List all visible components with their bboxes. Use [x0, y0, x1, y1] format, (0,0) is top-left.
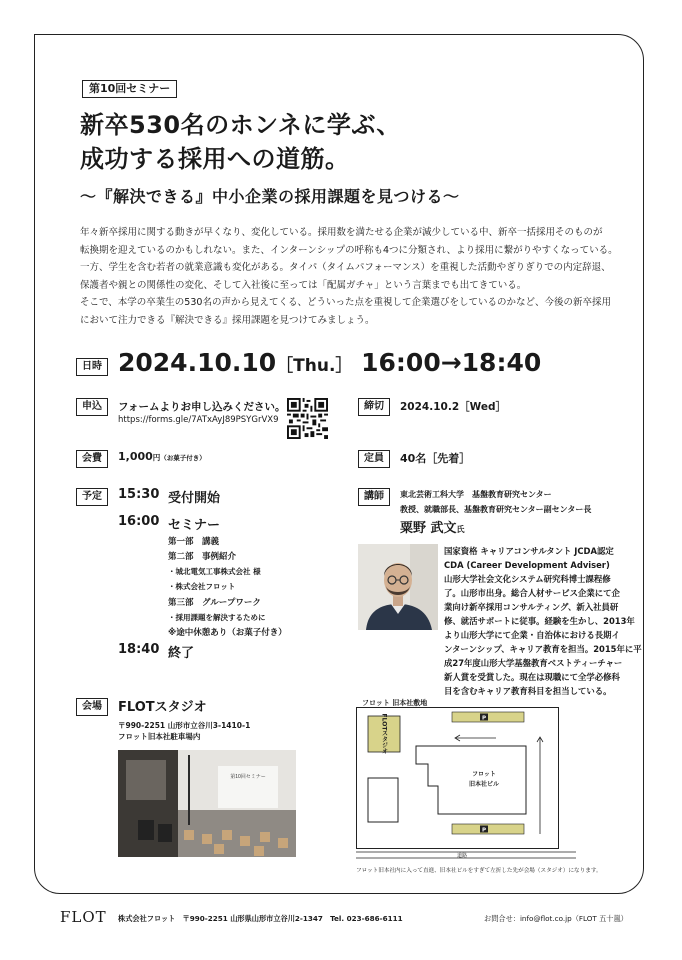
lecturer-honorific: 氏: [456, 525, 465, 534]
map-building-label-1: フロット: [472, 771, 496, 778]
apply-form-link[interactable]: https://forms.gle/7ATxAyJ89PSYGrVX9: [118, 415, 279, 425]
schedule-time-3: 18:40: [118, 642, 160, 657]
schedule-label: 予定: [76, 488, 108, 506]
lecturer-name: 粟野 武文: [400, 521, 457, 536]
page-title: [80, 108, 401, 176]
seminar-badge: 第10回セミナー: [82, 80, 177, 98]
event-datetime: [118, 348, 541, 377]
bio-line: ンターンシップ、キャリア教育を担当。2015年に平: [444, 644, 642, 654]
intro-line: 一方、学生を含む若者の就業意識も変化がある。タイパ（タイムパフォーマンス）を重視した活動やぎりぎりでの内定辞退、: [80, 262, 611, 273]
fee-value: [118, 450, 206, 463]
schedule-event-3: 終了: [168, 646, 195, 661]
title-line-1: 新卒530名のホンネに学ぶ、: [80, 111, 401, 139]
intro-line: 年々新卒採用に関する動きが早くなり、変化している。採用数を満たせる企業が減少している中、新卒一括採用そのものが: [80, 227, 603, 238]
capacity-label: 定員: [358, 450, 390, 468]
venue-map: [356, 698, 622, 878]
venue-photo: [118, 750, 296, 857]
bio-line: 山形大学社会文化システム研究科博士課程修: [444, 574, 611, 584]
screen-slide-title: 第10回セミナー: [230, 774, 266, 780]
bio-line: 目を含むキャリア教育科目を担当している。: [444, 686, 612, 696]
intro-text: [80, 224, 625, 329]
schedule-part: 第三部 グループワーク: [168, 598, 261, 608]
deadline-value: 2024.10.2［Wed］: [400, 401, 506, 413]
map-other-building: [368, 778, 398, 822]
qr-code-icon[interactable]: [287, 398, 328, 439]
lecturer-name-block: [400, 517, 465, 536]
event-date: 2024.10.10: [118, 348, 277, 377]
schedule-part: ・城北電気工事株式会社 様: [168, 567, 261, 576]
venue-address-note: フロット旧本社駐車場内: [118, 732, 201, 741]
apply-label: 申込: [76, 398, 108, 416]
schedule-part: ※途中休憩あり（お菓子付き）: [168, 628, 287, 638]
map-building-label-2: 旧本社ビル: [468, 781, 500, 788]
venue-label: 会場: [76, 698, 108, 716]
fee-amount: 1,000: [118, 450, 153, 463]
fee-note: （お菓子付き）: [160, 454, 206, 462]
lecturer-label: 講師: [358, 488, 390, 506]
footer-company-info: 株式会社フロット 〒990-2251 山形県山形市立谷川2-1347 Tel. 023-686-6111: [118, 914, 403, 923]
map-caption: フロット旧本社内に入って直進、旧本社ビルをすぎて左折した先が会場（スタジオ）になります。: [356, 868, 602, 874]
map-studio-label: FLOTスタジオ: [380, 713, 388, 755]
bio-line: 成27年度山形大学基盤教育ベストティーチャー: [444, 658, 623, 668]
schedule-event-1: 受付開始: [168, 491, 221, 506]
datetime-label: 日時: [76, 358, 108, 376]
parking-icon: P: [481, 715, 487, 722]
intro-line: 保護者や親との関係性の変化、そして入社後に至っては「配属ガチャ」という言葉までも出てきている。: [80, 279, 527, 291]
lecturer-position: 教授、就職部長、基盤教育研究センター副センター長: [400, 505, 592, 514]
intro-line: において注力できる『解決できる』採用課題を見つけてみましょう。: [80, 314, 375, 326]
schedule-part: 第一部 講義: [168, 537, 220, 547]
parking-icon: P: [481, 827, 487, 834]
bio-line: より山形大学にて企業・自治体における長期イ: [444, 630, 620, 640]
intro-line: そこで、本学の卒業生の530名の声から見えてくる、どういった点を重視して企業選びをしているのかなど、今後の新卒採用: [80, 297, 611, 308]
bio-line: 国家資格 キャリアコンサルタント JCDA認定: [444, 546, 614, 556]
schedule-event-2: セミナー: [168, 518, 221, 533]
event-time: 16:00→18:40: [361, 348, 542, 377]
capacity-value: 40名［先着］: [400, 452, 471, 465]
bio-line: 了。山形市出身。総合人材サービス企業にて企: [444, 588, 620, 598]
flot-logo: FLOT: [60, 908, 107, 926]
schedule-part: ・採用課題を解決するために: [168, 613, 266, 622]
intro-line: 転換期を迎えているのかもしれない。また、インターンシップの呼称も4つに分類され、より採用に繋がりやすくなっている。: [80, 244, 618, 256]
footer-contact[interactable]: お問合せ：info@flot.co.jp（FLOT 五十嵐）: [484, 914, 628, 923]
deadline-label: 締切: [358, 398, 390, 416]
map-header: フロット 旧本社敷地: [362, 699, 428, 707]
event-day: ［Thu.］: [276, 356, 353, 376]
lecturer-photo: [358, 544, 438, 630]
bio-line: 新人賞を受賞した。現在は現職にて全学必修科: [444, 672, 620, 682]
bio-line: 業向け新卒採用コンサルティング、新入社員研: [444, 602, 619, 612]
schedule-part: ・株式会社フロット: [168, 582, 236, 591]
schedule-time-1: 15:30: [118, 487, 160, 502]
fee-unit: 円: [152, 453, 161, 462]
lecturer-bio: [444, 544, 642, 698]
bio-line: CDA (Career Development Adviser): [444, 560, 610, 570]
schedule-time-2: 16:00: [118, 514, 160, 529]
fee-label: 会費: [76, 450, 108, 468]
apply-text: フォームよりお申し込みください。: [118, 401, 286, 413]
title-line-2: 成功する採用への道筋。: [80, 145, 350, 173]
venue-address: 〒990-2251 山形市立谷川3-1410-1: [118, 721, 251, 730]
subtitle: 〜『解決できる』中小企業の採用課題を見つける〜: [80, 187, 460, 206]
map-road-label: 道路: [456, 852, 468, 859]
bio-line: 修、就活サポートに従事。経験を生かし、2013年: [444, 616, 635, 626]
venue-name: FLOTスタジオ: [118, 700, 207, 715]
schedule-part: 第二部 事例紹介: [168, 552, 237, 562]
lecturer-affiliation: 東北芸術工科大学 基盤教育研究センター: [400, 490, 552, 499]
